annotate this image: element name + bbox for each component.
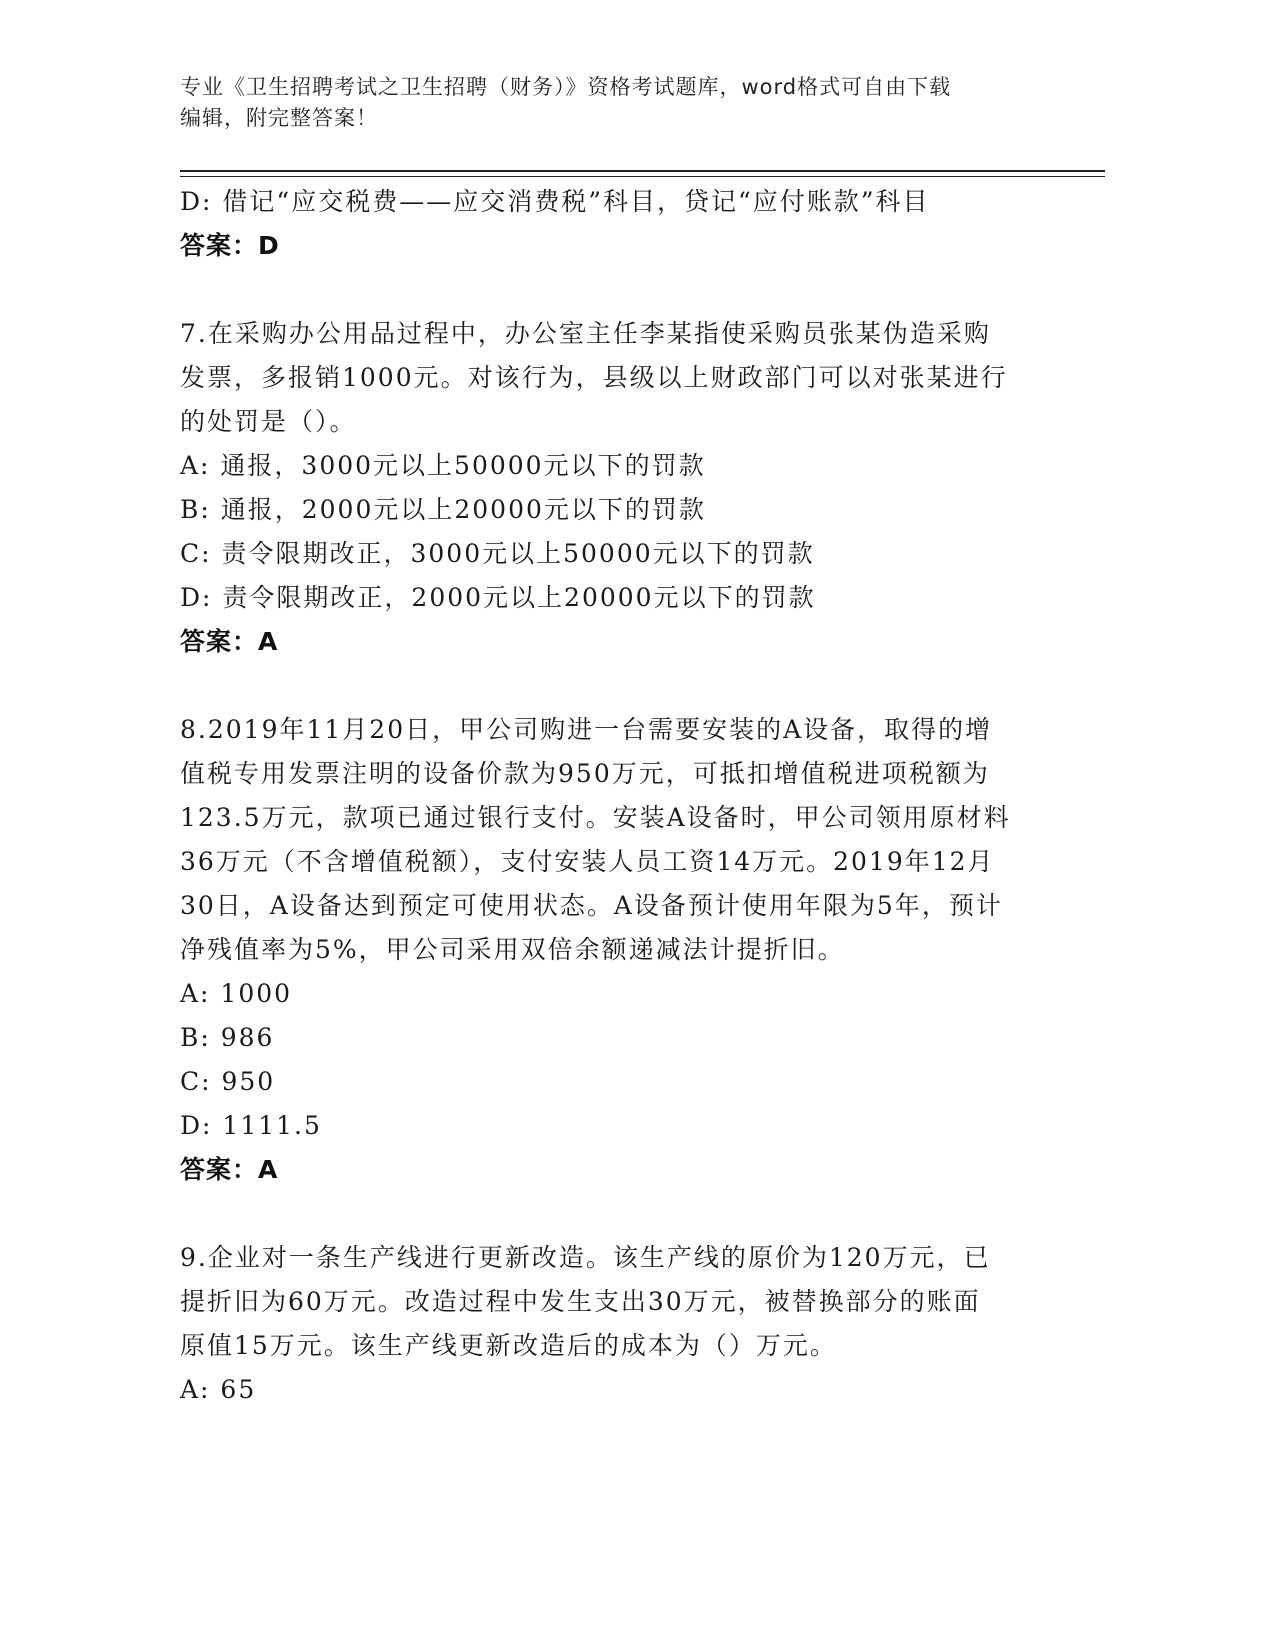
answer-label: 答案：D [180, 231, 280, 260]
stem-line: 的处罚是（）。 [180, 407, 357, 436]
option-d: D: 借记“应交税费——应交消费税”科目，贷记“应付账款”科目 [180, 187, 930, 216]
prev-question-tail [180, 180, 1060, 268]
header-rule-thick [180, 170, 1105, 172]
stem-line: 发票，多报销1000元。对该行为，县级以上财政部门可以对张某进行 [180, 363, 1008, 392]
stem-line: 值税专用发票注明的设备价款为950万元，可抵扣增值税进项税额为 [180, 759, 990, 788]
stem-line: 36万元（不含增值税额），支付安装人员工资14万元。2019年12月 [180, 847, 995, 876]
option-a: A: 1000 [180, 979, 293, 1008]
stem-line: 123.5万元，款项已通过银行支付。安装A设备时，甲公司领用原材料 [180, 803, 1011, 832]
question-spacer [180, 664, 1060, 708]
stem-line: 提折旧为60万元。改造过程中发生支出30万元，被替换部分的账面 [180, 1287, 981, 1316]
option-b: B: 986 [180, 1023, 275, 1052]
document-header [180, 72, 1040, 134]
question-stem [180, 1236, 1040, 1368]
answer-label: 答案：A [180, 627, 279, 656]
option-d: D: 责令限期改正，2000元以上20000元以下的罚款 [180, 583, 816, 612]
stem-line: 30日，A设备达到预定可使用状态。A设备预计使用年限为5年，预计 [180, 891, 1003, 920]
question-content [180, 180, 1060, 1412]
option-a: A: 65 [180, 1375, 257, 1404]
question-9 [180, 1236, 1060, 1412]
answer-label: 答案：A [180, 1155, 279, 1184]
question-stem [180, 312, 1040, 444]
header-line-1: 专业《卫生招聘考试之卫生招聘（财务）》资格考试题库，word格式可自由下载 [180, 75, 952, 99]
option-b: B: 通报，2000元以上20000元以下的罚款 [180, 495, 706, 524]
option-d: D: 1111.5 [180, 1111, 322, 1140]
question-7 [180, 312, 1060, 664]
option-c: C: 950 [180, 1067, 276, 1096]
question-stem [180, 708, 1040, 972]
header-rule-thin [180, 176, 1105, 177]
option-a: A: 通报，3000元以上50000元以下的罚款 [180, 451, 706, 480]
option-c: C: 责令限期改正，3000元以上50000元以下的罚款 [180, 539, 815, 568]
question-8 [180, 708, 1060, 1192]
stem-line: 净残值率为5%，甲公司采用双倍余额递减法计提折旧。 [180, 935, 845, 964]
stem-line: 7.在采购办公用品过程中，办公室主任李某指使采购员张某伪造采购 [180, 319, 991, 348]
header-line-2: 编辑，附完整答案！ [180, 106, 378, 130]
stem-line: 8.2019年11月20日，甲公司购进一台需要安装的A设备，取得的增 [180, 715, 993, 744]
question-spacer [180, 268, 1060, 312]
stem-line: 原值15万元。该生产线更新改造后的成本为（）万元。 [180, 1331, 837, 1360]
stem-line: 9.企业对一条生产线进行更新改造。该生产线的原价为120万元，已 [180, 1243, 991, 1272]
question-spacer [180, 1192, 1060, 1236]
